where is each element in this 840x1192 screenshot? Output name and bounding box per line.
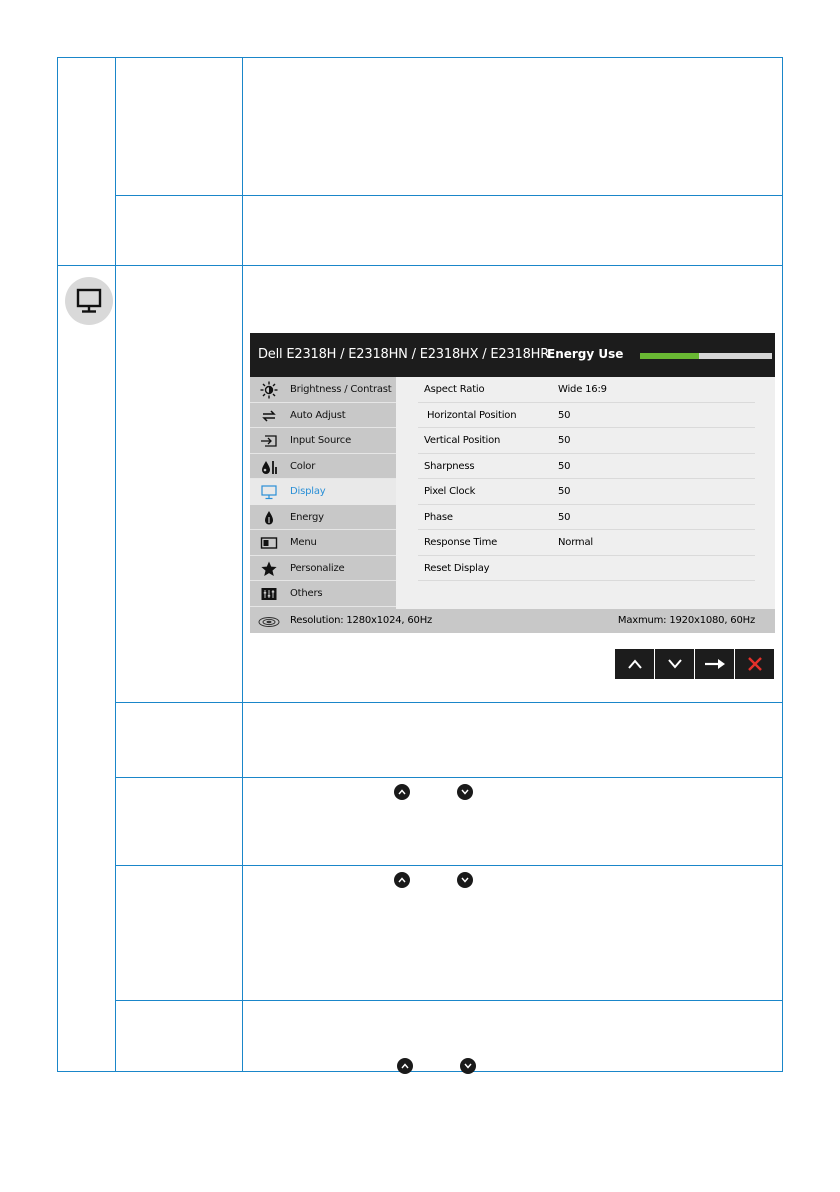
brightness-icon bbox=[260, 381, 278, 399]
setting-value: 50 bbox=[558, 435, 571, 446]
chevron-down-icon bbox=[464, 1063, 472, 1069]
chevron-up-icon bbox=[627, 658, 643, 670]
osd-header bbox=[250, 333, 775, 377]
star-icon bbox=[260, 560, 278, 578]
display-icon bbox=[260, 483, 278, 501]
menu-item-label: Display bbox=[290, 486, 326, 497]
menu-item-personalize[interactable] bbox=[250, 556, 396, 582]
setting-value: 50 bbox=[558, 460, 571, 472]
menu-item-label: Menu bbox=[290, 537, 317, 548]
osd-title: Dell E2318H / E2318HN / E2318HX / E2318HR bbox=[258, 347, 550, 362]
setting-label: Pixel Clock bbox=[424, 486, 476, 497]
table-divider-col2 bbox=[242, 57, 243, 1072]
auto-adjust-icon bbox=[260, 407, 278, 425]
setting-label: Phase bbox=[424, 511, 453, 523]
menu-item-label: Brightness / Contrast bbox=[290, 384, 392, 395]
table-row-line bbox=[57, 265, 783, 266]
menu-item-label: Others bbox=[290, 588, 323, 599]
menu-item-label: Energy bbox=[290, 511, 324, 523]
exit-button[interactable] bbox=[735, 649, 774, 679]
menu-item-label: Auto Adjust bbox=[290, 409, 346, 421]
menu-item-display[interactable] bbox=[250, 479, 396, 505]
inline-down-button bbox=[460, 1058, 476, 1074]
maximum-resolution: Maxmum: 1920x1080, 60Hz bbox=[617, 615, 755, 626]
table-row-line bbox=[115, 865, 783, 866]
menu-item-label: Color bbox=[290, 460, 316, 472]
chevron-down-icon bbox=[667, 658, 683, 670]
close-icon bbox=[747, 656, 763, 672]
chevron-up-icon bbox=[398, 789, 406, 795]
table-border-right bbox=[782, 57, 783, 1072]
setting-row-horizontal-position[interactable] bbox=[418, 403, 755, 429]
display-category-icon bbox=[65, 277, 113, 325]
setting-value: 50 bbox=[558, 486, 571, 497]
menu-item-brightness-contrast[interactable] bbox=[250, 377, 396, 403]
input-source-icon bbox=[260, 432, 278, 450]
menu-item-energy[interactable] bbox=[250, 505, 396, 531]
setting-label: Aspect Ratio bbox=[424, 384, 485, 395]
inline-down-button bbox=[457, 784, 473, 800]
energy-use-bar bbox=[640, 353, 772, 359]
energy-use-label: Energy Use bbox=[547, 347, 624, 361]
menu-item-label: Personalize bbox=[290, 562, 345, 574]
inline-up-button bbox=[394, 784, 410, 800]
setting-label: Horizontal Position bbox=[424, 409, 517, 421]
setting-label: Sharpness bbox=[424, 460, 475, 472]
table-row-line bbox=[115, 1000, 783, 1001]
inline-up-button bbox=[394, 872, 410, 888]
setting-row-response-time[interactable] bbox=[418, 530, 755, 556]
menu-item-others[interactable] bbox=[250, 581, 396, 607]
osd-main-menu bbox=[250, 377, 396, 609]
table-border-bottom bbox=[57, 1071, 783, 1072]
setting-label: Reset Display bbox=[424, 562, 490, 574]
current-resolution: Resolution: 1280x1024, 60Hz bbox=[290, 615, 433, 626]
next-button[interactable] bbox=[695, 649, 734, 679]
setting-value: 50 bbox=[558, 511, 571, 523]
setting-row-phase[interactable] bbox=[418, 505, 755, 531]
chevron-down-icon bbox=[461, 877, 469, 883]
chevron-up-icon bbox=[401, 1063, 409, 1069]
menu-item-input-source[interactable] bbox=[250, 428, 396, 454]
chevron-down-icon bbox=[461, 789, 469, 795]
color-icon bbox=[260, 458, 278, 476]
up-button[interactable] bbox=[615, 649, 654, 679]
setting-value: 50 bbox=[558, 409, 571, 421]
table-divider-col1 bbox=[115, 57, 116, 1072]
setting-label: Vertical Position bbox=[424, 435, 501, 446]
setting-row-aspect-ratio[interactable] bbox=[418, 377, 755, 403]
osd-window bbox=[250, 333, 775, 633]
down-button[interactable] bbox=[655, 649, 694, 679]
setting-value: Wide 16:9 bbox=[558, 384, 607, 395]
energy-use-fill bbox=[640, 353, 699, 359]
setting-label: Response Time bbox=[424, 537, 498, 548]
chevron-up-icon bbox=[398, 877, 406, 883]
setting-value: Normal bbox=[558, 537, 593, 548]
table-row-line bbox=[115, 195, 783, 196]
energy-icon bbox=[260, 509, 278, 527]
arrow-right-icon bbox=[703, 657, 727, 671]
setting-row-reset-display[interactable] bbox=[418, 556, 755, 582]
table-border-left bbox=[57, 57, 58, 1072]
menu-item-menu[interactable] bbox=[250, 530, 396, 556]
menu-item-label: Input Source bbox=[290, 435, 352, 446]
setting-row-vertical-position[interactable] bbox=[418, 428, 755, 454]
table-row-line bbox=[115, 702, 783, 703]
osd-display-submenu bbox=[396, 377, 775, 609]
menu-item-auto-adjust[interactable] bbox=[250, 403, 396, 429]
osd-footer bbox=[250, 609, 775, 633]
setting-row-pixel-clock[interactable] bbox=[418, 479, 755, 505]
menu-item-color[interactable] bbox=[250, 454, 396, 480]
setting-row-sharpness[interactable] bbox=[418, 454, 755, 480]
menu-icon bbox=[260, 534, 278, 552]
table-row-line bbox=[115, 777, 783, 778]
table-border-top bbox=[57, 57, 783, 58]
resolution-icon bbox=[258, 615, 280, 633]
others-icon bbox=[260, 585, 278, 603]
inline-down-button bbox=[457, 872, 473, 888]
inline-up-button bbox=[397, 1058, 413, 1074]
